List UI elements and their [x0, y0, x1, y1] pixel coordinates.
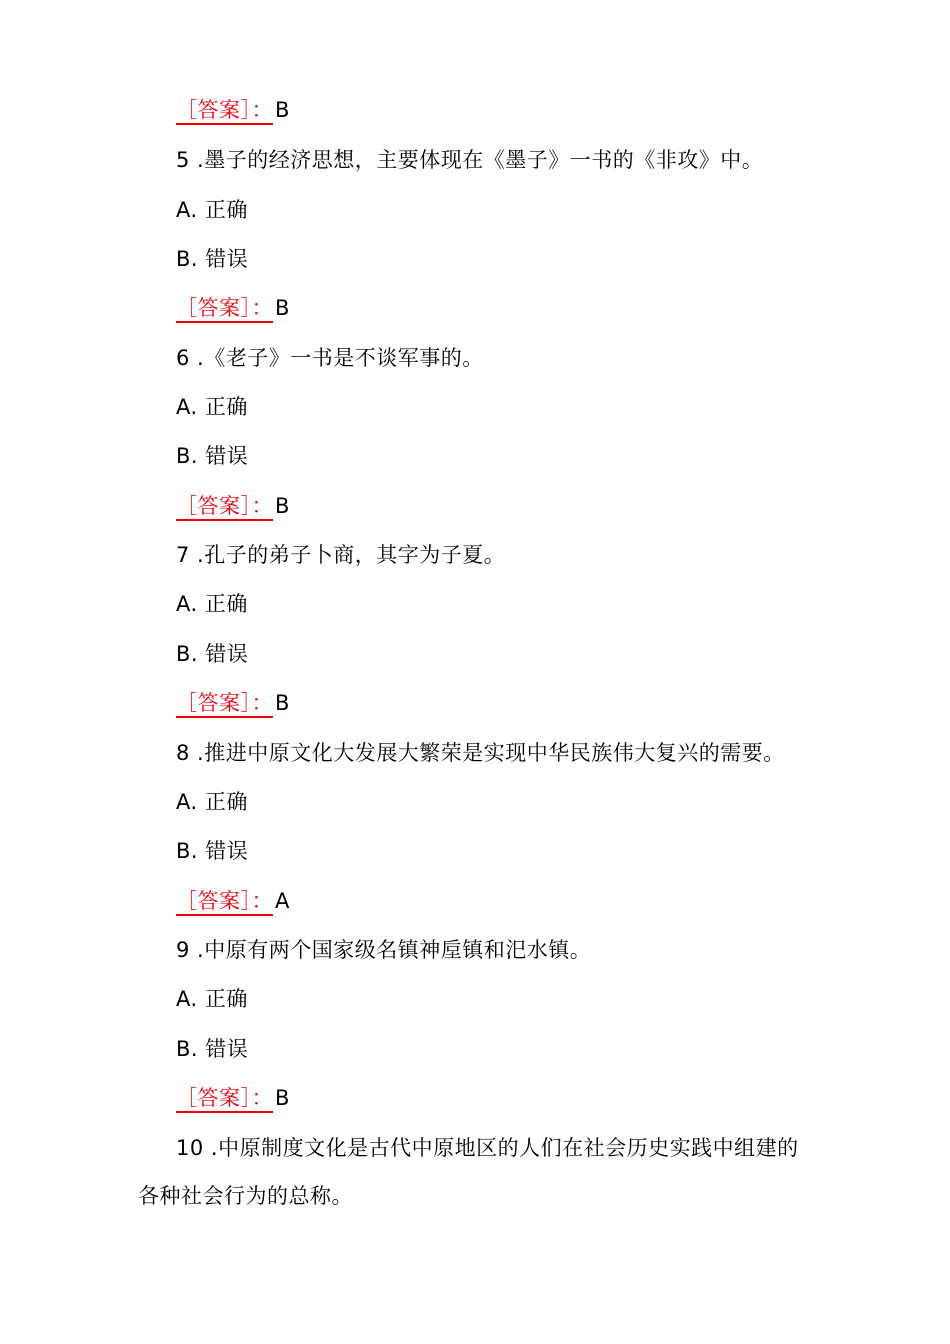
answer-label: ［答案］： — [176, 493, 273, 521]
answer-line-7 — [176, 688, 290, 718]
option-b: B. 错误 — [176, 1037, 249, 1061]
option-b: B. 错误 — [176, 642, 249, 666]
answer-value: B — [275, 296, 290, 320]
option-b: B. 错误 — [176, 247, 249, 271]
option-a: A. 正确 — [176, 592, 248, 616]
option-a: A. 正确 — [176, 790, 248, 814]
answer-line-6 — [176, 491, 290, 521]
answer-value: B — [275, 691, 290, 715]
answer-label: ［答案］： — [176, 690, 273, 718]
answer-value: B — [275, 98, 290, 122]
answer-label: ［答案］： — [176, 1085, 273, 1113]
answer-value: B — [275, 1086, 290, 1110]
answer-line-8 — [176, 886, 290, 916]
answer-label: ［答案］： — [176, 97, 273, 125]
question-8: 8 .推进中原文化大发展大繁荣是实现中华民族伟大复兴的需要。 — [176, 741, 785, 765]
option-a: A. 正确 — [176, 395, 248, 419]
answer-value: A — [275, 889, 290, 913]
answer-label: ［答案］： — [176, 295, 273, 323]
answer-line-9 — [176, 1083, 290, 1113]
question-10: 10 .中原制度文化是古代中原地区的人们在社会历史实践中组建的各种社会行为的总称。 — [138, 1136, 799, 1208]
answer-line-4 — [176, 95, 290, 125]
answer-value: B — [275, 494, 290, 518]
answer-line-5 — [176, 293, 290, 323]
question-7: 7 .孔子的弟子卜商，其字为子夏。 — [176, 543, 506, 567]
question-5: 5 .墨子的经济思想，主要体现在《墨子》一书的《非攻》中。 — [176, 148, 764, 172]
answer-label: ［答案］： — [176, 888, 273, 916]
option-a: A. 正确 — [176, 987, 248, 1011]
question-9: 9 .中原有两个国家级名镇神垕镇和汜水镇。 — [176, 938, 592, 962]
option-b: B. 错误 — [176, 444, 249, 468]
option-b: B. 错误 — [176, 839, 249, 863]
question-6: 6 .《老子》一书是不谈军事的。 — [176, 346, 484, 370]
option-a: A. 正确 — [176, 198, 248, 222]
